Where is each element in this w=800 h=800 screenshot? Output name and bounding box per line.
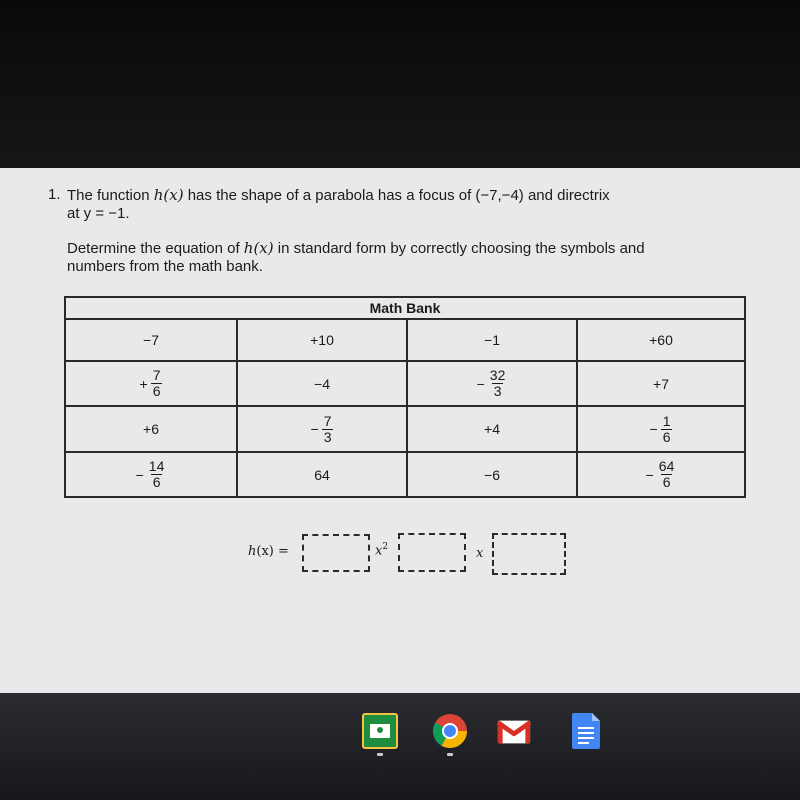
math-bank-tile[interactable]	[408, 407, 578, 453]
answer-slot-b[interactable]	[398, 533, 466, 572]
tile-value: −4	[314, 375, 330, 392]
fraction-stack	[488, 368, 508, 399]
docs-logo	[572, 713, 600, 749]
fraction-sign: −	[645, 466, 654, 483]
google-docs-icon[interactable]	[568, 713, 604, 749]
tile-value: −1	[484, 332, 500, 348]
answer-slot-a[interactable]	[302, 534, 370, 572]
function-name: h(x)	[153, 186, 184, 204]
fraction-value	[311, 414, 334, 445]
fraction-numerator: 32	[489, 367, 506, 383]
math-bank-tile[interactable]	[578, 320, 744, 362]
fraction-value	[646, 459, 677, 490]
fraction-stack	[661, 414, 673, 445]
x-squared-term: $x^2$	[375, 542, 389, 559]
fraction-denominator: 3	[493, 383, 502, 399]
fraction-denominator: 6	[152, 474, 161, 490]
fraction-sign: −	[310, 421, 319, 437]
fraction-value	[136, 459, 167, 490]
fraction-numerator: 14	[148, 458, 165, 474]
math-bank-tile[interactable]	[408, 320, 578, 362]
tile-value: +7	[653, 375, 669, 392]
fraction-numerator: 1	[662, 412, 671, 429]
fraction-sign: −	[649, 421, 658, 437]
worksheet-page	[0, 168, 800, 693]
math-bank-tile[interactable]	[238, 407, 408, 453]
math-bank-tile[interactable]	[238, 453, 408, 496]
answer-template	[0, 528, 800, 588]
tile-value: +10	[310, 332, 334, 348]
tile-value: +60	[649, 332, 673, 348]
math-bank-tile[interactable]	[578, 407, 744, 453]
tile-value: −6	[484, 466, 500, 483]
fraction-stack	[322, 414, 334, 445]
classroom-board-shape	[370, 724, 390, 738]
math-bank-tile[interactable]	[578, 362, 744, 407]
fraction-sign: +	[139, 375, 148, 392]
x-term: x	[476, 546, 484, 561]
math-bank-tile[interactable]	[408, 362, 578, 407]
math-bank-tile[interactable]	[66, 453, 238, 496]
question-number: 1.	[48, 186, 61, 203]
chrome-logo	[432, 713, 468, 749]
fraction-value	[477, 368, 508, 399]
fraction-stack	[151, 368, 163, 399]
math-bank-title: Math Bank	[66, 298, 744, 320]
running-indicator	[377, 753, 383, 756]
chrome-icon[interactable]	[432, 713, 468, 749]
fraction-value	[140, 368, 163, 399]
fraction-numerator: 7	[152, 367, 161, 383]
problem-line-1: The function h(x) has the shape of a parabola has a focus of (−7,−4) and directrix	[67, 186, 610, 204]
math-bank-table	[64, 296, 746, 498]
problem-text	[48, 186, 748, 276]
instructions: Determine the equation of h(x) in standard form by correctly choosing the symbols and numbers from the math bank.	[67, 239, 645, 275]
tile-value: +6	[143, 421, 159, 437]
google-classroom-icon[interactable]	[362, 713, 398, 749]
fraction-sign: −	[135, 466, 144, 483]
running-indicator	[447, 753, 453, 756]
math-bank-tile[interactable]	[408, 453, 578, 496]
math-bank-tile[interactable]	[66, 407, 238, 453]
answer-slot-c[interactable]	[492, 533, 566, 575]
gmail-logo	[496, 716, 532, 746]
tile-value: −7	[143, 332, 159, 348]
tile-value: 64	[314, 466, 330, 483]
math-bank-tile[interactable]	[238, 362, 408, 407]
fraction-denominator: 6	[152, 383, 161, 399]
fraction-value	[650, 414, 673, 445]
answer-lhs: h(x) =	[248, 544, 289, 559]
math-bank-tile[interactable]	[66, 320, 238, 362]
fraction-numerator: 7	[323, 412, 332, 429]
fraction-numerator: 64	[658, 458, 675, 474]
math-bank-tile[interactable]	[66, 362, 238, 407]
fraction-denominator: 6	[662, 474, 671, 490]
math-bank-grid	[66, 320, 744, 496]
dark-screen-region	[0, 0, 800, 168]
fraction-denominator: 6	[662, 428, 671, 445]
tile-value: +4	[484, 421, 500, 437]
fraction-stack	[147, 459, 167, 490]
fraction-sign: −	[476, 375, 485, 392]
fraction-stack	[657, 459, 677, 490]
problem-line-2: at y = −1.	[67, 205, 130, 222]
function-name-2: h(x)	[243, 239, 274, 257]
taskbar-dock	[0, 693, 800, 800]
gmail-icon[interactable]	[496, 713, 532, 749]
math-bank-tile[interactable]	[578, 453, 744, 496]
fraction-denominator: 3	[323, 428, 332, 445]
math-bank-tile[interactable]	[238, 320, 408, 362]
